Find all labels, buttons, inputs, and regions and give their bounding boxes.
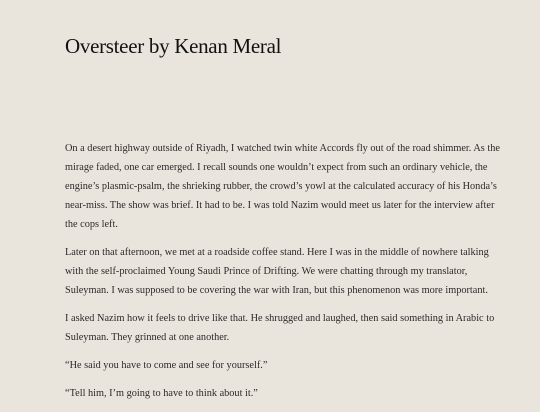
paragraph-line: “He said you have to come and see for yourself.” — [65, 360, 268, 371]
paragraph-5 — [65, 384, 477, 403]
paragraph-line: mirage faded, one car emerged. I recall sounds one wouldn’t expect from such an ordinary vehicle, the — [65, 162, 488, 173]
paragraph-line: I asked Nazim how it feels to drive like that. He shrugged and laughed, then said something in Arabic to — [65, 313, 495, 324]
paragraph-3 — [65, 309, 495, 347]
paragraph-line: the cops left. — [65, 219, 118, 230]
paragraph-line: Later on that afternoon, we met at a roadside coffee stand. Here I was in the middle of nowhere talking — [65, 247, 489, 258]
paragraph-1 — [65, 139, 500, 234]
paragraph-line: Suleyman. They grinned at one another. — [65, 332, 230, 343]
paragraph-4 — [65, 356, 477, 375]
paragraph-line: near-miss. The show was brief. It had to be. I was told Nazim would meet us later for the interview after — [65, 200, 495, 211]
article-title: Oversteer by Kenan Meral — [65, 34, 282, 58]
paragraph-line: Suleyman. I was supposed to be covering the war with Iran, but this phenomenon was more important. — [65, 285, 488, 296]
paragraph-2 — [65, 243, 489, 300]
paragraph-line: engine’s plasmic-psalm, the shrieking rubber, the crowd’s yowl at the calculated accuracy of his Honda’s — [65, 181, 497, 192]
paragraph-line: “Tell him, I’m going to have to think about it.” — [65, 388, 258, 399]
paragraph-line: with the self-proclaimed Young Saudi Prince of Drifting. We were chatting through my translator, — [65, 266, 468, 277]
article-body — [65, 139, 500, 412]
paragraph-line: On a desert highway outside of Riyadh, I watched twin white Accords fly out of the road shimmer. As the — [65, 143, 500, 154]
